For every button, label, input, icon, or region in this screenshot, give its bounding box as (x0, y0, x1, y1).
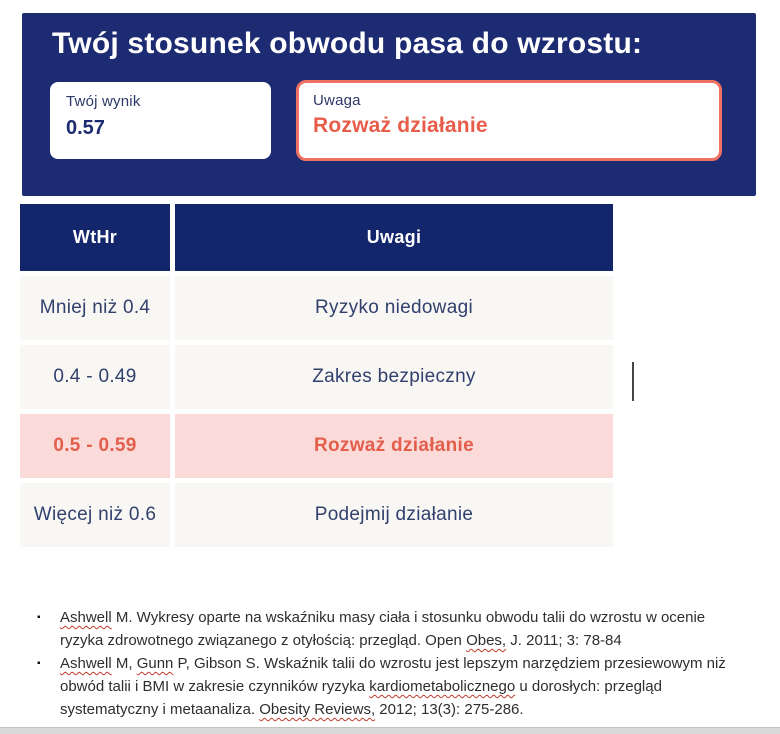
table-cell-range: 0.4 - 0.49 (20, 345, 170, 409)
table-cell-note-highlighted: Rozważ działanie (175, 414, 613, 478)
alert-card-value: Rozważ działanie (313, 114, 488, 137)
alert-card (296, 80, 722, 161)
misspelled-word: Ashwell (60, 655, 112, 672)
reference-text-segment: u dorosłych: przegląd systematyczny i metaanaliza. (60, 678, 662, 718)
result-cards (50, 82, 722, 161)
misspelled-word: kardiometabolicznego (369, 678, 516, 695)
table-header-uwagi: Uwagi (175, 204, 613, 271)
panel-title: Twój stosunek obwodu pasa do wzrostu: (52, 27, 643, 60)
table-cell-note: Zakres bezpieczny (175, 345, 613, 409)
text-caret (632, 362, 634, 401)
reference-text-segment: M. Wykresy oparte na wskaźniku masy ciała i stosunku obwodu talii do wzrostu w ocenie ryzyka zdrowotnego związanego z otyłością: przegląd. Open (60, 609, 706, 649)
reference-text-segment: J. 2011; 3: 78-84 (506, 632, 622, 649)
result-card-label: Twój wynik (66, 93, 141, 110)
misspelled-word: Obesity Reviews, (259, 701, 376, 718)
table-cell-note: Podejmij działanie (175, 483, 613, 547)
reference-item (60, 652, 743, 721)
reference-text-segment: P, Gibson S. Wskaźnik talii do wzrostu jest lepszym narzędziem przesiewowym niż obwód talii i BMI w zakresie czynników ryzyka (60, 655, 726, 695)
table-cell-note: Ryzyko niedowagi (175, 276, 613, 340)
window-bottom-edge (0, 727, 780, 734)
wthr-table (20, 204, 613, 547)
result-card-value: 0.57 (66, 117, 105, 139)
alert-card-label: Uwaga (313, 92, 361, 109)
misspelled-word: Ashwell (60, 609, 112, 626)
misspelled-word: Obes, (466, 632, 507, 649)
reference-item (60, 606, 743, 652)
table-cell-range: Więcej niż 0.6 (20, 483, 170, 547)
table-cell-range: Mniej niż 0.4 (20, 276, 170, 340)
references-list (37, 606, 743, 721)
misspelled-word: Gunn (136, 655, 174, 672)
references-section (37, 606, 743, 721)
result-card (50, 82, 271, 159)
reference-text-segment: M, (111, 655, 137, 672)
table-cell-range-highlighted: 0.5 - 0.59 (20, 414, 170, 478)
table-header-wthr: WtHr (20, 204, 170, 271)
result-panel (22, 13, 756, 196)
reference-text-segment: 2012; 13(3): 275-286. (375, 701, 524, 718)
